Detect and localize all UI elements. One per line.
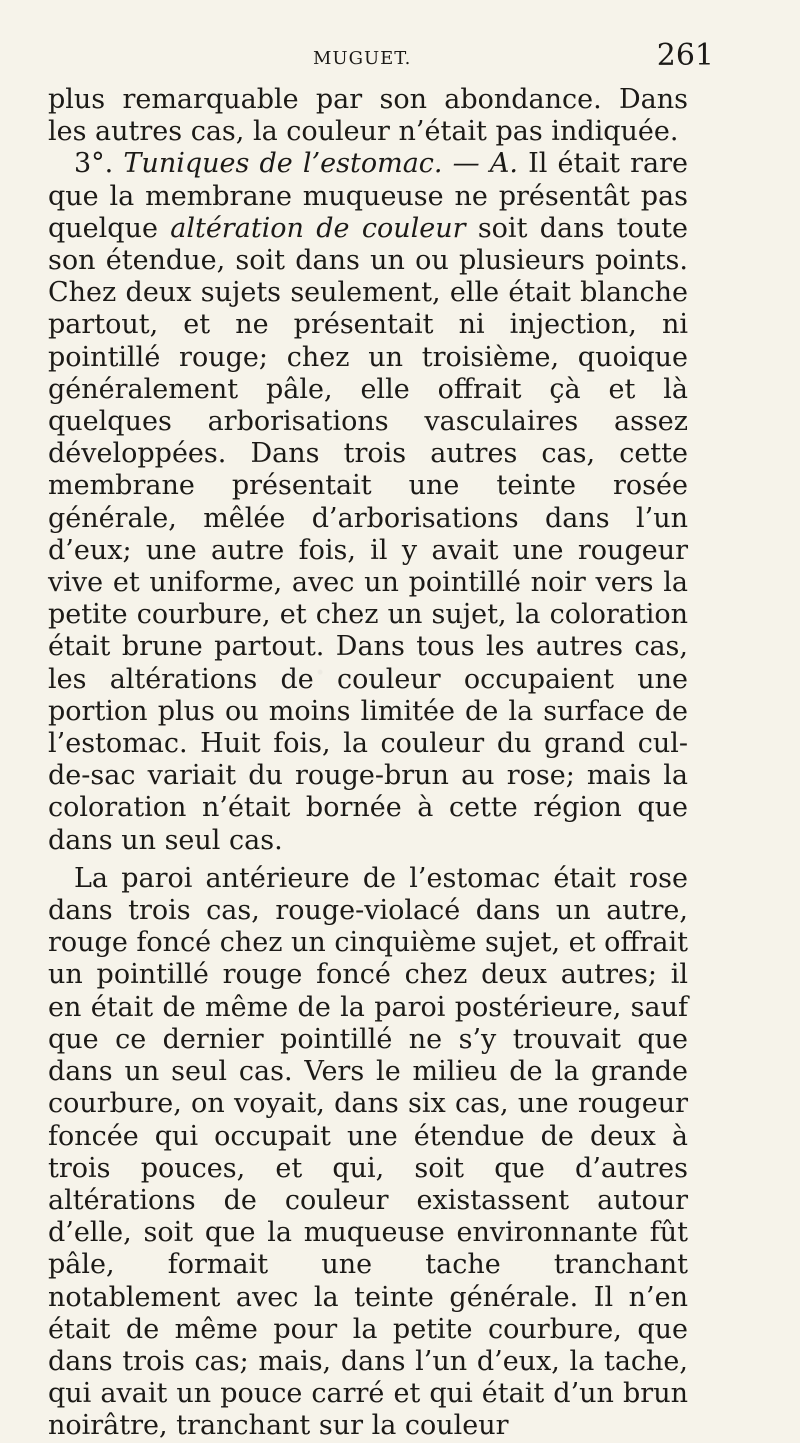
section-heading: Tuniques de l’estomac. — A. [123, 148, 518, 180]
body-text [48, 84, 688, 1443]
paragraph-1-text: plus remarquable par son abondance. Dans les autres cas, la couleur n’était pas indiquée. [48, 84, 688, 148]
paragraph-2 [48, 148, 688, 856]
italic-term: altération de couleur [170, 212, 466, 244]
paragraph-3 [48, 863, 688, 1443]
paragraph-2-text-b: soit dans toute son étendue, soit dans un ou plusieurs points. Chez deux sujets seulement, elle était blanche partout, et ne présentait ni injection, ni pointillé rouge; chez un troisième, quoique généralement pâle, elle offrait çà et là quelques arborisations vasculaires assez développées. Dans trois autres cas, cette membrane présentait une teinte rosée générale, mêlée d’arborisations dans l’un d’eux; une autre fois, il y avait une rougeur vive et uniforme, avec un pointillé noir vers la petite courbure, et chez un sujet, la coloration était brune partout. Dans tous les autres cas, les altérations de couleur occupaient une portion plus ou moins limitée de la surface de l’estomac. Huit fois, la couleur du grand cul-de-sac variait du rouge-brun au rose; mais la coloration n’était bornée à cette région que dans un seul cas. [48, 212, 688, 856]
paragraph-1 [48, 84, 688, 148]
page-number: 261 [656, 38, 714, 73]
paragraph-3-text: La paroi antérieure de l’estomac était rose dans trois cas, rouge-violacé dans un autre, rouge foncé chez un cinquième sujet, et offrait un pointillé rouge foncé chez deux autres; il en était de même de la paroi postérieure, sauf que ce dernier pointillé ne s’y trouvait que dans un seul cas. Vers le milieu de la grande courbure, on voyait, dans six cas, une rougeur foncée qui occupait une étendue de deux à trois pouces, et qui, soit que d’autres altérations de couleur existassent autour d’elle, soit que la muqueuse environnante fût pâle, formait une tache tranchant notablement avec la teinte générale. Il n’en était de même pour la petite courbure, que dans trois cas; mais, dans l’un d’eux, la tache, qui avait un pouce carré et qui était d’un brun noirâtre, tranchant sur la couleur [48, 862, 688, 1442]
running-head: MUGUET. [313, 48, 412, 69]
page-header [48, 38, 714, 78]
paragraph-2-text-a: Il était rare que la membrane muqueuse ne présentât pas quelque [48, 148, 688, 244]
section-number: 3°. [74, 148, 124, 180]
